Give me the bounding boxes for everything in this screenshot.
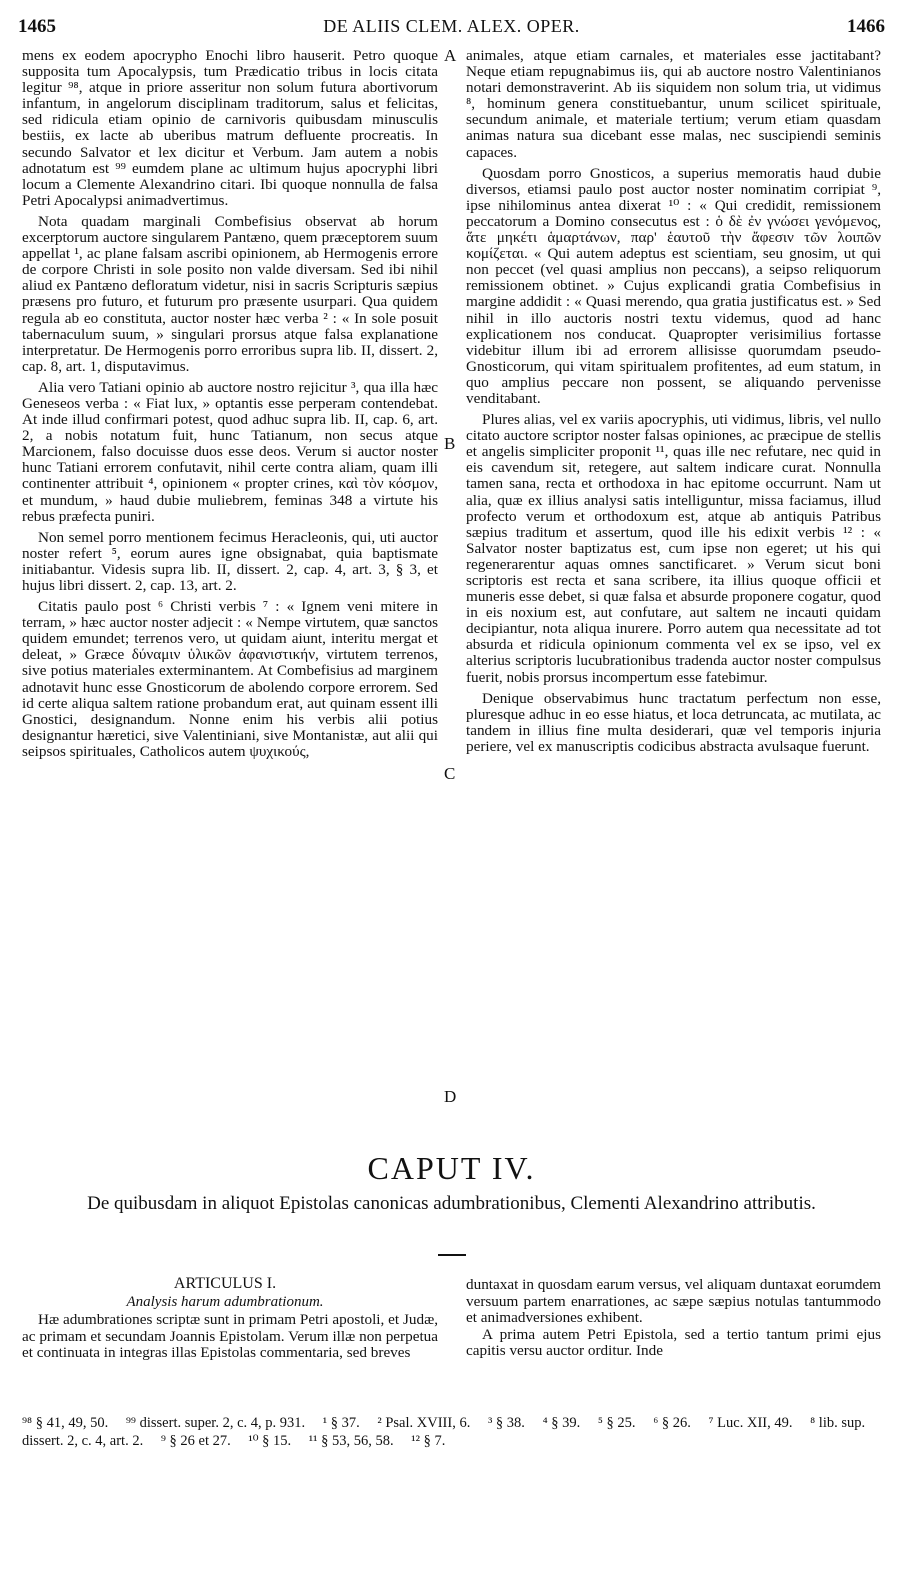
paragraph: Plures alias, vel ex variis apocryphis, uti vidimus, libris, vel nullo citato auctore scriptor noster falsas opiniones, ac præcipue de stellis et angelis simpliciter proponit ¹¹, quas ille nec refutare, nec quid in eis cavendum sit, retegere, aut saltem indicare curat. Nonnulla tamen sana, recta et orthodoxa in hac epitome occurrunt. Nam ut alia, quæ ex illius analysi satis intelliguntur, missa faciamus, illud profecto verum et orthodoxum est, atque ab antiquis Patribus sæpius traditum et assertum, quod ille his edixit verbis ¹² : « Salvator noster baptizatus est, cum ipse non egeret; ut his qui regenerarentur aquas omnes sanctificaret. » Verum sicut boni scriptoris est recta et sana scribere, ita illius quoque officii et muneris esse debet, si quæ falsa et absurde proponere cogatur, quod in eis noxium est, aut confutare, aut saltem ne incauti quidam decipiantur, nota aliqua inurere. Porro autem qua necessitate ad tot absurda et ridicula opinionum commenta vel ex se ipso, vel ex alterius scriptoris lucubrationibus tradenda auctor noster compulsus fuerit, nobis prorsus incompertum esse fatebimur. xyxy=(466,411,881,686)
article-number: ARTICULUS I. xyxy=(173,1275,277,1292)
footnote: ⁷ Luc. XII, 49. xyxy=(708,1415,793,1431)
footnote: ⁸ lib. sup. dissert. 2, c. 4, art. 2. xyxy=(22,1415,866,1449)
footnote: ² Psal. XVIII, 6. xyxy=(377,1415,471,1431)
left-column xyxy=(22,48,438,765)
paragraph: animales, atque etiam carnales, et materiales esse jactitabant? Neque etiam repugnabimus iis, qui ab auctore nostro Valentinianos notari demonstraverint. Ab iis siquidem non solum tria, ut vidimus ⁸, hominum genera constituebantur, unum scilicet spirituale, secundum animale, et materiale tertium; verum etiam quasdam animas natura sua dicebant esse malas, nec suscipiendi seminis capaces. xyxy=(466,47,881,161)
footnote: ⁵ § 25. xyxy=(597,1415,636,1431)
page-header xyxy=(16,10,887,40)
paragraph: Denique observabimus hunc tractatum perfectum non esse, pluresque adhuc in eo esse hiatus, et loca detruncata, ac mutilata, ac tandem in illius fine multa desiderari, quæ vel temporis injuria periere, vel ex manuscriptis codicibus abstracta avulsaque fuerunt. xyxy=(466,689,881,755)
footnote: ¹² § 7. xyxy=(411,1433,446,1449)
footnote: ³ § 38. xyxy=(487,1415,525,1431)
paragraph: Hæ adumbrationes scriptæ sunt in primam Petri apostoli, et Judæ, ac primam et secundam Joannis Epistolam. Verum illæ non perpetua et continuata in integras illas Epistolas commentaria, sed breves xyxy=(22,1311,438,1361)
footnote: ⁶ § 26. xyxy=(653,1415,691,1431)
margin-letter-c: C xyxy=(444,764,456,783)
paragraph: Citatis paulo post ⁶ Christi verbis ⁷ : « Ignem veni mitere in terram, » hæc auctor noster adjecit : « Nempe virtutem, quæ sanctos quidem emundet; terrenos vero, ut quidam aiunt, interitu mergat et deleat, » Græce δύναμιν ὑλικῶν ἀφανιστικήν, virtutem terrenos, sive potius materiales exterminantem. At Combefisius ad marginem adnotavit hunc esse Gnosticorum de abolendo corpore errorem. Sed id certe aliqua saltem ratione probandum erat, aut quinam essent illi Gnostici, designandum. Nonne enim his verbis alii potius designantur hæretici, sive Valentiniani, sive Montanistæ, aut alii qui seipsos spirituales, Catholicos autem ψυχικούς, xyxy=(22,598,438,760)
footnote: ⁴ § 39. xyxy=(542,1415,581,1431)
margin-letter-b: B xyxy=(444,434,456,453)
footnotes xyxy=(22,1414,882,1450)
footnote: ¹¹ § 53, 56, 58. xyxy=(308,1433,394,1449)
page-number-right: 1466 xyxy=(847,16,885,37)
footnote: ¹⁰ § 15. xyxy=(248,1433,292,1449)
footnote: ⁹⁸ § 41, 49, 50. xyxy=(22,1415,109,1431)
footnote: ¹ § 37. xyxy=(322,1415,360,1431)
footnote-rule xyxy=(22,1409,882,1410)
article-right-column xyxy=(466,1277,881,1360)
margin-letter-a: A xyxy=(444,46,457,65)
chapter-title: CAPUT IV. xyxy=(367,1150,536,1186)
footnote: ⁹ § 26 et 27. xyxy=(160,1433,231,1449)
paragraph: A prima autem Petri Epistola, sed a tertio tantum primi ejus capitis versu auctor orditur. Inde xyxy=(466,1325,881,1359)
article-title: Analysis harum adumbrationum. xyxy=(126,1294,324,1310)
footnote: ⁹⁹ dissert. super. 2, c. 4, p. 931. xyxy=(125,1415,306,1431)
paragraph: mens ex eodem apocrypho Enochi libro hauserit. Petro quoque supposita tum Apocalypsis, tum Prædicatio tribus in locis citata legitur ⁹⁸, atque in priore asseritur non solum futura abortivorum infantum, in angelorum disciplinam traditorum, salus et felicitas, sed ridicula etiam opinio de carnivoris quibusdam minusculis bestiis, ex lacte ab uberibus matrum defluente procreatis. In secundo Salvator et lex dicitur et Verbum. Jam autem a nobis adnotatum est ⁹⁹ eumdem plane ac ultimum hujus apocryphi libri locum a Clemente Alexandrino citari. Ibi quoque nonnulla de falsa Petri Apocalypsi animadvertimus. xyxy=(22,47,438,209)
paragraph: Quosdam porro Gnosticos, a superius memoratis haud dubie diversos, etiamsi paulo post auctor noster nominatim corripiat ⁹, ipse nihilominus antea dixerat ¹⁰ : « Qui credidit, remissionem peccatorum a Domino consecutus est : ὁ δὲ ἐν γνώσει γενόμενος, ἅτε μηκέτι ἁμαρτάνων, παρ' ἑαυτοῦ τὴν ἄφεσιν τῶν λοιπῶν κομίζεται. « Qui autem adeptus est scientiam, seu gnosim, ut qui non peccet (vel quasi amplius non peccans), a seipso reliquorum remissionem obtinet. » Cujus explicandi gratia Combefisius in margine addidit : « Quasi merendo, qua gratia justificatus est. » Sed nihil in illo auctoris nostri textu videmus, quod ad hanc explicationem nos conducat. Quapropter verisimilius fortasse videbitur illum ibi ad errorem allisisse quorumdam pseudo-Gnosticorum, qui vitam spiritualem profitentes, ad eum statum, in quo amplius peccare non possent, se aliquando pervenisse venditabant. xyxy=(466,164,881,407)
paragraph: duntaxat in quosdam earum versus, vel aliquam duntaxat eorumdem versuum partem enarrationes, ac sæpe sæpius notulas tantummodo et animadversiones exhibent. xyxy=(466,1276,881,1326)
paragraph: Alia vero Tatiani opinio ab auctore nostro rejicitur ³, qua illa hæc Geneseos verba : « Fiat lux, » optantis esse perperam contendebat. At inde illud confirmari potest, quod adhuc supra lib. II, cap. 6, art. 2, a nobis notatum fuit, hunc Tatianum, non secus atque Marcionem, falso docuisse duos esse deos. Verum si auctor noster hunc Tatiani errorem confutavit, nihil certe contra aliam, quam illi continenter attribuit ⁴, opinionem « propter crines, καὶ τὸν κόσμον, et mundum, » haud dubie muliebrem, feminas 348 a virtute his rebus præfecta puniri. xyxy=(22,378,438,525)
margin-letter-d: D xyxy=(444,1087,457,1106)
paragraph: Nota quadam marginali Combefisius observat ab horum excerptorum auctore singularem Pantæno, quem præceptorem suum appellat ¹, ac plane falsam ascribi opinionem, ab Hermogenis errore de corpore Christi in sole posito non valde diversam. Sed ibi nihil aliud ex Pantæno defloratum videtur, nisi in sacris Scripturis sæpius præsens pro futuro, et futurum pro præsente usurpari. Qua quidem regula ab eo constituta, auctor noster hæc verba ² : « In sole posuit tabernaculum suum, » singulari prorsus atque falsa explanatione interpretatur. De Hermogenis porro erroribus supra lib. II, dissert. 2, cap. 8, art. 1, disputavimus. xyxy=(22,212,438,375)
article-left-column xyxy=(22,1312,438,1362)
running-title: DE ALIIS CLEM. ALEX. OPER. xyxy=(323,16,580,36)
chapter-subtitle: De quibusdam in aliquot Epistolas canonicas adumbrationibus, Clementi Alexandrino attributis. xyxy=(87,1193,816,1214)
right-column xyxy=(466,48,881,760)
paragraph: Non semel porro mentionem fecimus Heracleonis, qui, uti auctor noster refert ⁵, eorum aures igne obsignabat, quia baptismate initiabantur. Videsis supra lib. II, dissert. 2, cap. 4, art. 3, § 3, et hujus libri dissert. 2, cap. 13, art. 2. xyxy=(22,528,438,594)
section-divider xyxy=(438,1254,466,1256)
page-number-left: 1465 xyxy=(18,16,56,37)
